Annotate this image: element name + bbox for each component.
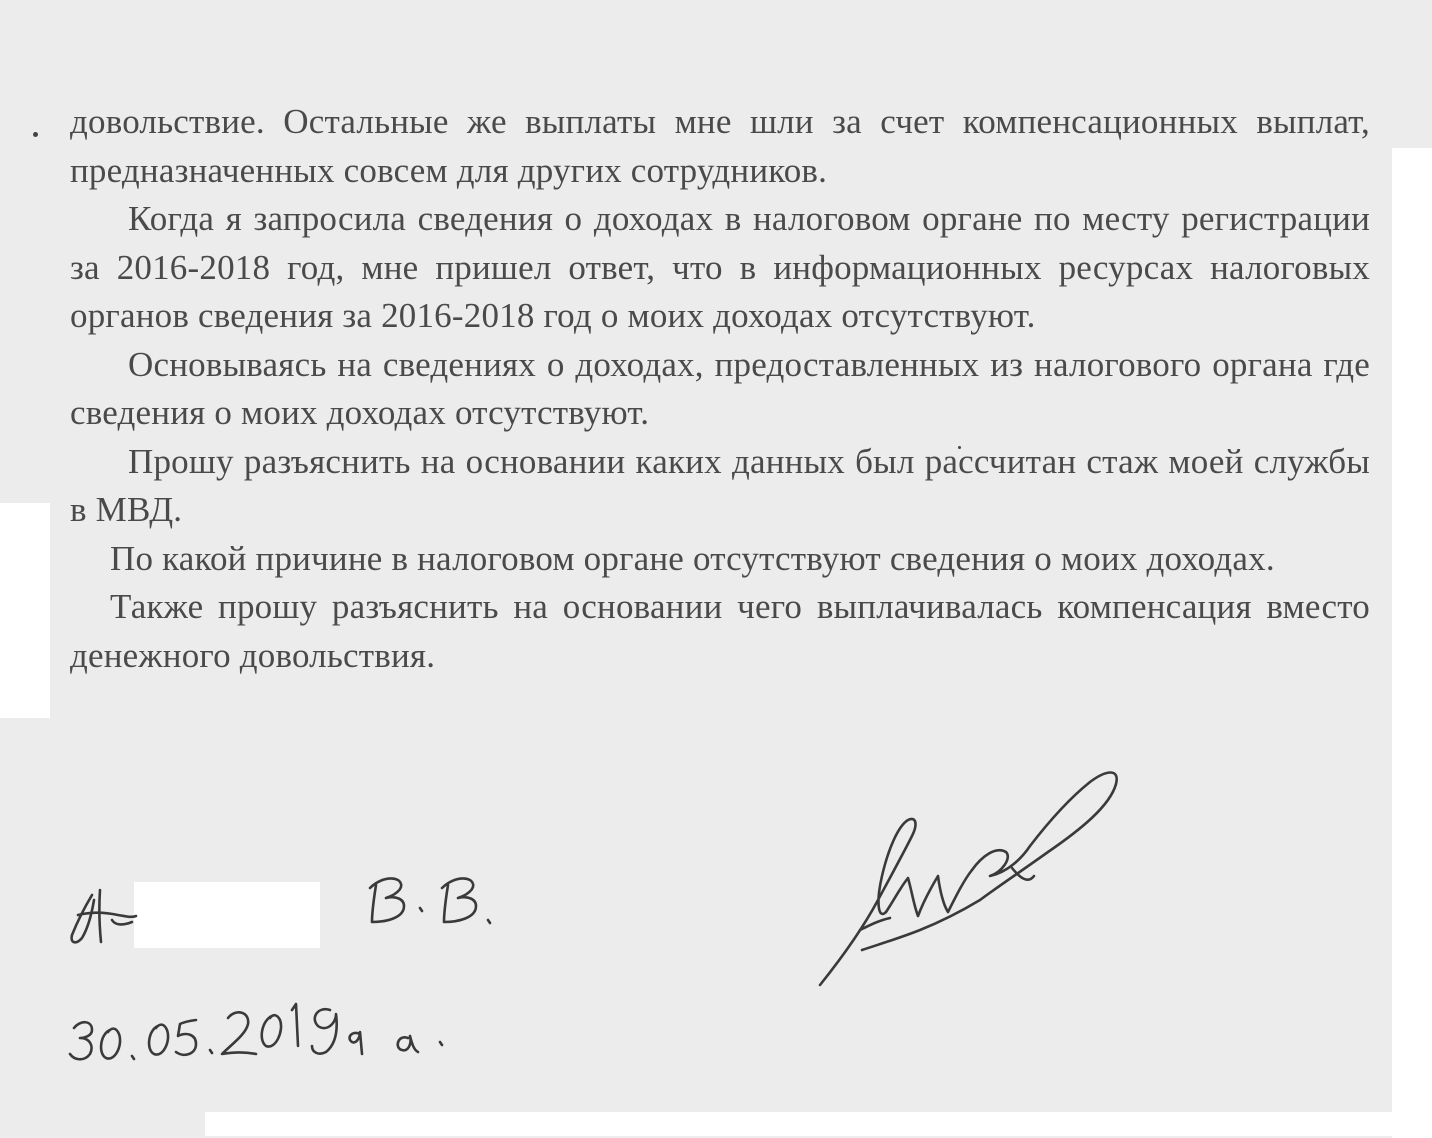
paragraph-request-service-length: Прошу разъяснить на основании каких данных был рассчитан стаж моей службы в МВД. (70, 441, 1370, 529)
paragraph-continuation: довольствие. Остальные же выплаты мне шли за счет компенсационных выплат, предназначенных совсем для других сотрудников. (70, 102, 1370, 190)
paragraph-tax-request: Когда я запросила сведения о доходах в налоговом органе по месту регистрации за 2016-2018 год, мне пришел ответ, что в информационных ресурсах налоговых органов сведения за 2016-2018 год о моих доходах отсутствуют. (70, 199, 1370, 335)
signature (820, 773, 1117, 986)
handwritten-date (70, 1004, 442, 1059)
paragraph-request-missing-income: По какой причине в налоговом органе отсутствуют сведения о моих доходах. (110, 538, 1275, 578)
paragraph-basis: Основываясь на сведениях о доходах, предоставленных из налогового органа где сведения о моих доходах отсутствуют. (70, 344, 1370, 432)
handwritten-name (72, 890, 136, 942)
paragraph-request-compensation: Также прошу разъяснить на основании чего выплачивалась компенсация вместо денежного довольствия. (70, 587, 1370, 675)
handwritten-initials (370, 878, 490, 923)
